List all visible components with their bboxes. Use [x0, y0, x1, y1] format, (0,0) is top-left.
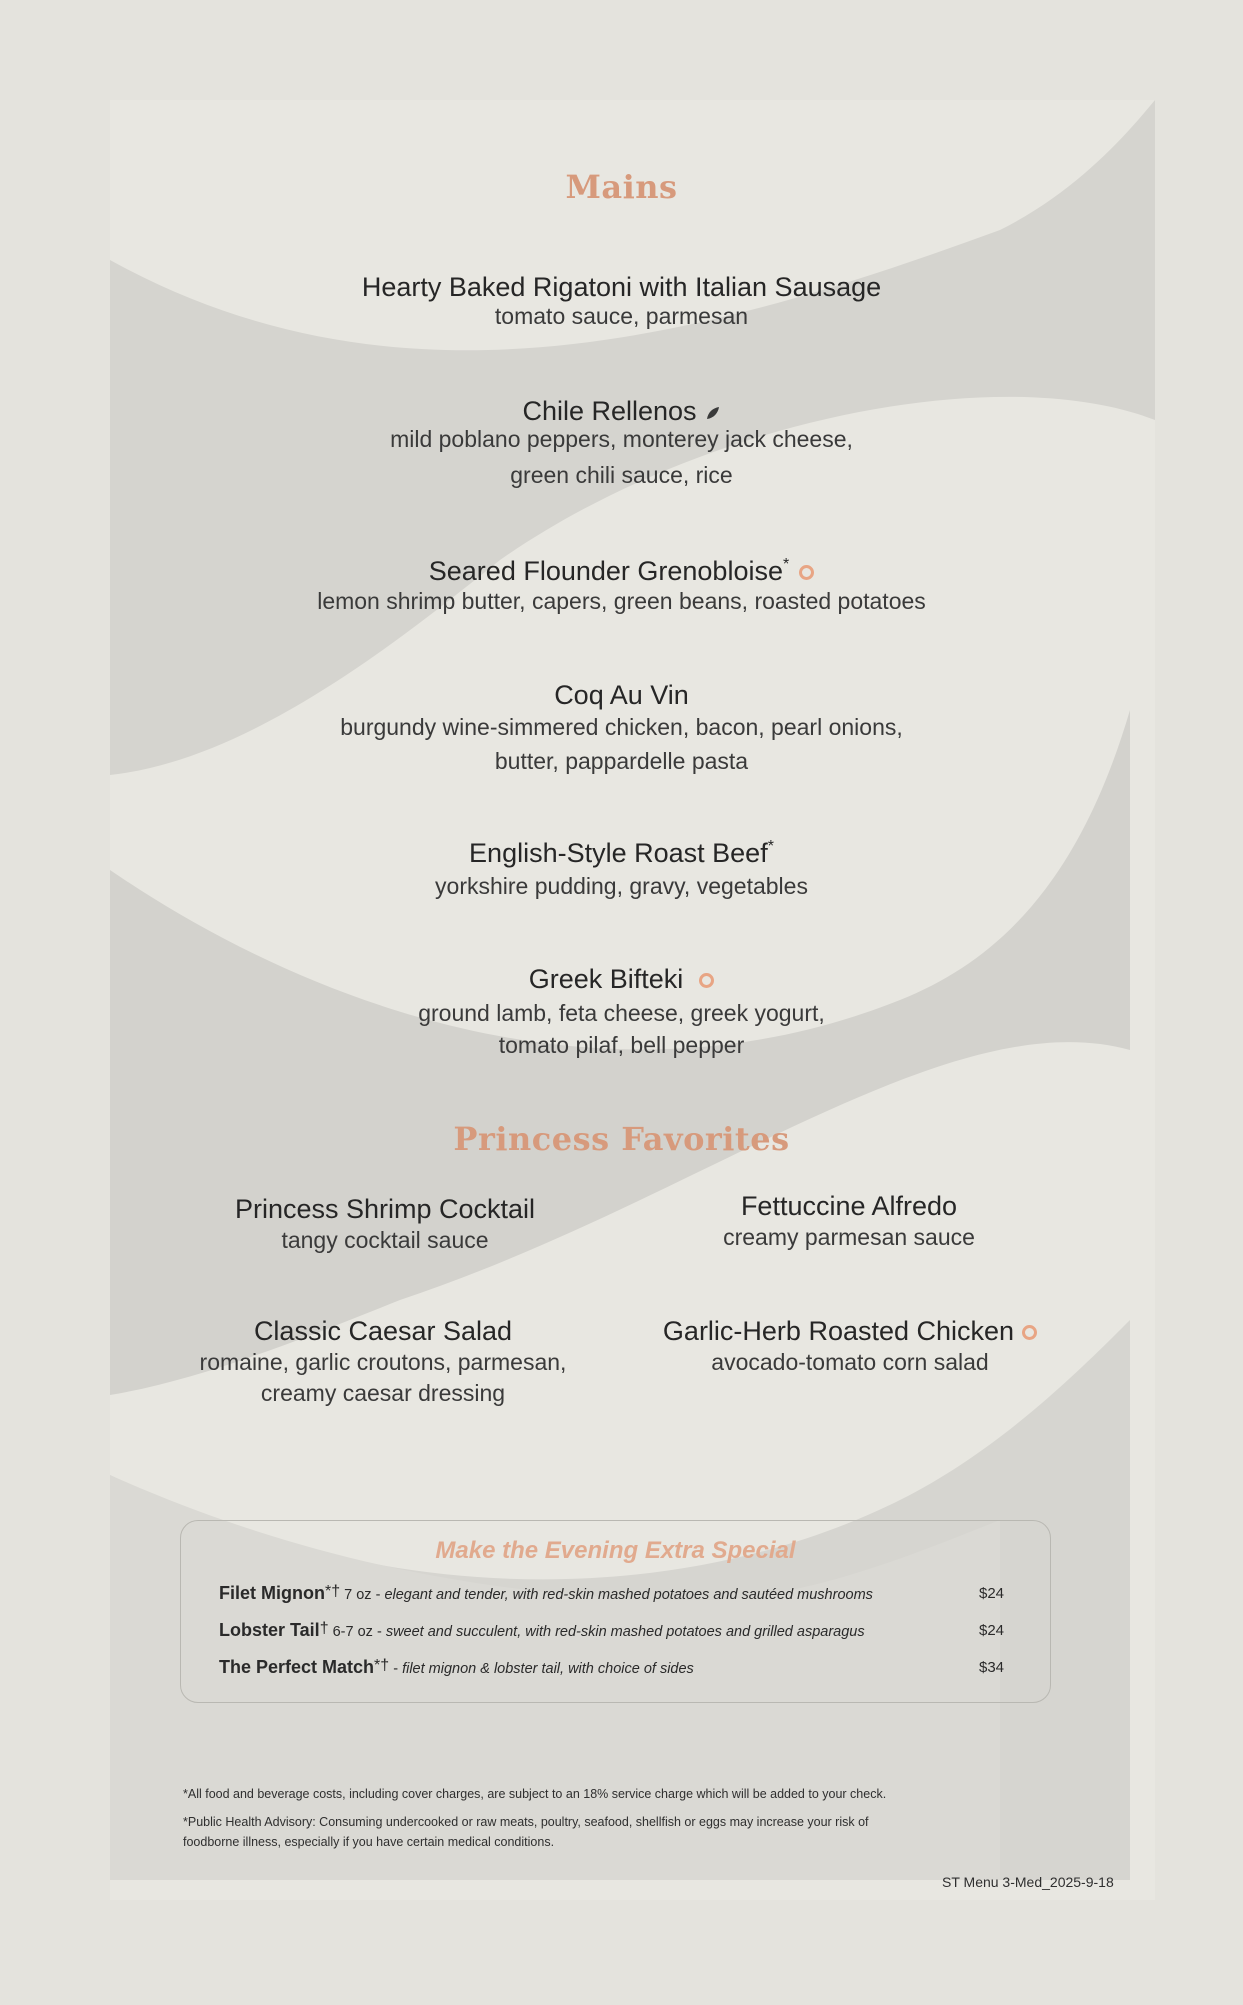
dish-desc-roast-beef: yorkshire pudding, gravy, vegetables: [435, 873, 808, 899]
special-item-price: $34: [979, 1659, 1005, 1676]
dish-desc: creamy parmesan sauce: [723, 1224, 975, 1250]
special-item-size: 7 oz -: [340, 1587, 385, 1603]
special-item-size: 6-7 oz -: [328, 1624, 386, 1640]
dish-name: Classic Caesar Salad: [253, 1316, 513, 1346]
dish-desc-bifteki-2: tomato pilaf, bell pepper: [498, 1032, 745, 1058]
dish-name-text: Chile Rellenos: [522, 396, 697, 426]
special-title: Make the Evening Extra Special: [435, 1537, 796, 1564]
special-item-name: The Perfect Match: [219, 1657, 375, 1677]
special-item-name: Lobster Tail: [219, 1620, 320, 1640]
favorite-shrimp-cocktail: [190, 1194, 580, 1257]
dish-desc-flounder: lemon shrimp butter, capers, green beans, roasted potatoes: [317, 588, 926, 614]
dish-desc-1: romaine, garlic croutons, parmesan,: [199, 1349, 567, 1375]
health-advisory-line-2: foodborne illness, especially if you have certain medical conditions.: [183, 1835, 555, 1849]
favorite-roasted-chicken: [640, 1316, 1060, 1379]
favorite-caesar-salad: [183, 1316, 583, 1410]
favorite-fettuccine: [660, 1191, 1038, 1254]
special-item-price: $24: [979, 1622, 1005, 1639]
special-item-mark: *†: [324, 1583, 341, 1600]
special-item-desc: filet mignon & lobster tail, with choice of sides: [402, 1661, 694, 1677]
dish-name-bifteki: [0, 964, 1243, 995]
dish-name-coq-au-vin: Coq Au Vin: [554, 680, 689, 710]
dish-name-text: English-Style Roast Beef: [469, 838, 768, 868]
dish-name: [640, 1316, 1060, 1347]
health-advisory-line-1: *Public Health Advisory: Consuming undercooked or raw meats, poultry, seafood, shellfish or eggs may increase your risk of: [183, 1815, 869, 1829]
special-item-mark: †: [319, 1620, 329, 1637]
dish-desc-coq-au-vin-2: butter, pappardelle pasta: [494, 748, 749, 774]
asterisk-mark: *: [782, 556, 790, 573]
dish-desc-chile-rellenos-2: green chili sauce, rice: [510, 462, 733, 488]
special-item-lobster: [219, 1620, 1019, 1641]
dish-desc-coq-au-vin-1: burgundy wine-simmered chicken, bacon, pearl onions,: [340, 714, 903, 740]
service-charge-note: *All food and beverage costs, including cover charges, are subject to an 18% service charge which will be added to your check.: [183, 1787, 887, 1801]
dish-name-rigatoni: Hearty Baked Rigatoni with Italian Sausage: [361, 272, 882, 302]
special-item-price: $24: [979, 1585, 1005, 1602]
dish-name-flounder: [0, 556, 1243, 587]
dish-name-text: Seared Flounder Grenobloise: [428, 556, 783, 586]
special-box: [180, 1520, 1051, 1703]
mains-title: Mains: [565, 168, 678, 206]
dish-name-text: Greek Bifteki: [528, 964, 684, 994]
special-item-name: Filet Mignon: [219, 1583, 325, 1603]
dish-desc-rigatoni: tomato sauce, parmesan: [494, 303, 749, 329]
dish-desc: tangy cocktail sauce: [281, 1227, 489, 1253]
dish-name-roast-beef: [0, 838, 1243, 869]
dish-name: Princess Shrimp Cocktail: [234, 1194, 536, 1224]
asterisk-mark: *: [767, 838, 774, 855]
special-item-desc: elegant and tender, with red-skin mashed potatoes and sautéed mushrooms: [384, 1587, 873, 1603]
special-item-desc: sweet and succulent, with red-skin mashed potatoes and grilled asparagus: [385, 1624, 865, 1640]
dish-desc-2: creamy caesar dressing: [260, 1380, 506, 1406]
circle-icon: [799, 565, 814, 580]
special-item-perfect-match: [219, 1657, 1019, 1678]
menu-code: ST Menu 3-Med_2025-9-18: [942, 1874, 1114, 1890]
dish-desc-chile-rellenos-1: mild poblano peppers, monterey jack cheese,: [390, 426, 853, 452]
special-item-mark: *†: [374, 1657, 390, 1674]
dish-desc: avocado-tomato corn salad: [711, 1349, 989, 1375]
circle-icon: [1022, 1325, 1037, 1340]
favorites-title: Princess Favorites: [453, 1120, 790, 1158]
special-item-filet: [219, 1583, 1019, 1604]
dish-desc-bifteki-1: ground lamb, feta cheese, greek yogurt,: [418, 1000, 825, 1026]
dish-name-text: Garlic-Herb Roasted Chicken: [662, 1316, 1015, 1346]
special-item-size: -: [389, 1661, 403, 1677]
dish-name: Fettuccine Alfredo: [740, 1191, 958, 1221]
circle-icon: [699, 973, 714, 988]
